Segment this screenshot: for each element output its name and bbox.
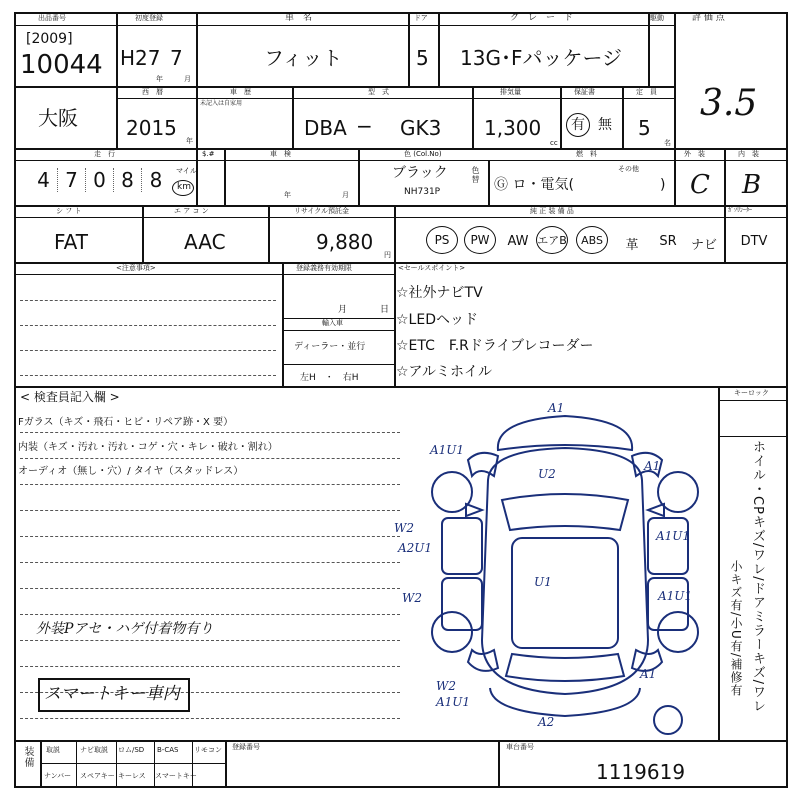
inspection-line-1: Fガラス（キズ・飛石・ヒビ・リペア跡・X 要）	[18, 417, 234, 428]
front-bumper	[498, 416, 632, 450]
equip-airbag: エアB	[536, 226, 568, 254]
sales-point: ☆ETC F.Rドライブレコーダー	[396, 338, 594, 354]
row2-bottom	[14, 148, 788, 150]
inspection-line-3: オーディオ（無し・穴）/ タイヤ（スタッドレス）	[18, 466, 244, 477]
notes-bottom	[14, 386, 788, 388]
reg-number-label: 登録番号	[232, 743, 260, 751]
mirror-right	[648, 504, 664, 516]
sales-point: ☆LEDヘッド	[396, 312, 478, 328]
score-label: 評 価 点	[692, 13, 725, 23]
year-value: 2015	[126, 116, 177, 140]
rear-bumper	[490, 688, 640, 716]
chassis-label: 車台番号	[506, 743, 534, 751]
interior-value: B	[742, 170, 762, 200]
wheel-rear-right	[658, 612, 698, 652]
inspection-line-2: 内装（キズ・汚れ・汚れ・コゲ・穴・キレ・破れ・割れ）	[18, 442, 278, 453]
wheel-rear-left	[432, 612, 472, 652]
lot-label: 出品番号	[38, 14, 66, 22]
equip-abs: ABS	[576, 226, 608, 254]
color-value: ブラック	[392, 165, 448, 181]
recycle-label: リサイクル預託金	[294, 207, 350, 215]
rear-window	[506, 654, 624, 681]
row3-bottom	[14, 205, 788, 207]
inspection-label: 車 検	[270, 150, 291, 158]
car-diagram	[394, 400, 710, 735]
inspection-title: < 検査員記入欄 >	[20, 390, 120, 404]
mark-a1u1-left: A1U1	[430, 443, 465, 457]
mark-a1-right: A1	[644, 459, 661, 473]
interior-label: 内 装	[738, 150, 759, 158]
frame-left	[14, 12, 16, 788]
equip-pw: PW	[464, 226, 496, 254]
color-label: 色 (Col.No)	[404, 150, 442, 158]
equip-navi: ナビ	[690, 238, 717, 253]
grade-label: グ レ ー ド	[510, 13, 574, 23]
door-value: 5	[416, 46, 429, 70]
mark-a1u1-right: A1U1	[656, 529, 691, 543]
right-front-door	[648, 518, 691, 574]
score-value: 3.5	[700, 83, 758, 124]
mark-a2u1-left: A2U1	[398, 541, 433, 555]
exterior-label: 外 装	[684, 150, 705, 158]
first-reg-month: 7	[170, 46, 183, 70]
frame-bottom	[14, 786, 788, 788]
displacement-label: 排気量	[500, 88, 521, 96]
model-value: フィット	[264, 46, 343, 70]
capacity-label: 定 員	[636, 88, 657, 96]
mark-u2-top: U2	[538, 467, 556, 481]
windshield	[502, 494, 628, 530]
handle-options: 左H ・ 右H	[300, 373, 359, 383]
side-text-1: ホイル・CPキズ/ワレ/ドアミラーキズ/ワレ	[750, 440, 765, 714]
vehicle-history-label: 車 歴	[230, 88, 251, 96]
sales-points-label: <セールスポイント>	[398, 264, 466, 272]
side-text-2: 小キズ有/小U有/補修有	[729, 560, 743, 697]
equip-ps: PS	[426, 226, 458, 254]
sales-point: ☆アルミホイル	[396, 364, 492, 380]
right-rear-door	[648, 578, 688, 630]
equipment-label: 純 正 装 備 品	[530, 207, 574, 215]
mileage-digits: 4 7 0 8 8	[30, 168, 170, 192]
displacement-value: 1,300	[484, 116, 542, 140]
equip-dtv: DTV	[740, 234, 768, 249]
mark-a1-top: A1	[548, 401, 565, 415]
color-code: NH731P	[404, 187, 441, 197]
equip-leather: 革	[625, 238, 639, 253]
caution-label: <注意事項>	[116, 264, 156, 272]
roof	[512, 538, 618, 648]
spare-tire	[654, 706, 682, 734]
vehicle-history-note: 未記入は自家用	[200, 100, 243, 107]
footer-equipment-label: 装備	[22, 746, 33, 768]
left-front-door	[442, 518, 482, 574]
ac-label: エ ア コ ン	[174, 207, 209, 215]
left-rear-door	[442, 578, 482, 630]
drive-label: 駆動	[650, 14, 664, 22]
mark-w2-left: W2	[394, 521, 414, 535]
mark-u1-center: U1	[534, 575, 552, 589]
reg-expiry-label: 登録義務有効期限	[296, 264, 352, 272]
exterior-value: C	[690, 170, 710, 200]
warranty-yes: 有	[571, 117, 585, 133]
door-label: ドア	[414, 14, 428, 22]
frame-top	[14, 12, 788, 14]
sales-point: ☆社外ナビTV	[396, 285, 483, 301]
grade-value: 13G･Fパッケージ	[460, 46, 623, 70]
recycle-value: 9,880	[316, 230, 374, 254]
lot-number: 10044	[20, 50, 103, 80]
equip-aw: AW	[507, 234, 529, 249]
first-reg-era: H27	[120, 46, 161, 70]
model-label: 車 名	[285, 13, 313, 23]
mark-a2-bottom: A2	[538, 715, 555, 729]
handwritten-note: 外装Pアセ・ハゲ付着物有り	[36, 621, 214, 637]
equip-sr: SR	[659, 234, 677, 249]
fuel-options: Ⓖ ロ・電気(	[494, 177, 574, 193]
first-reg-label: 初度登録	[135, 14, 163, 22]
ac-value: AAC	[184, 230, 226, 254]
inspection-bottom	[14, 740, 788, 742]
mark-a1u1-right2: A1U1	[658, 589, 693, 603]
year-label: 西 暦	[142, 88, 163, 96]
auction-sheet: 出品番号 [2009] 10044 初度登録 H27 7 年 月 車 名 フィット ドア 5 グ レ ー ド 13G･Fパッケージ 駆動 評 価 点 3.5 大阪 西 暦 2015 年 車 歴 未記入は自家用 型 式 DBA − GK3 排気量 1,300 cc 保証書 有 無 定 員 5 名 走 行 4 7 0 8 8 マイル km $.# 車 検 年 月 色 (Col.No) ブラック NH731P 色替 燃 料 Ⓖ ロ・電気( その他 ) 外 装 C 内 装 B シ フ ト FAT エ ア コ ン AAC リサイクル預託金 9,880 円 純 正 装 備 品 ｶﾞｿﾘﾝｰﾀｰ PS PW AW エアB ABS 革 SR ナビ DTV <注意事項> 登録義務有効期限 月 日 輸入車 ディーラー・並行 左H ・ 右H <セールスポイント> ☆社外ナビTV ☆LEDヘッド ☆ETC F.Rドライブレコーダー ☆アルミホイル < 検査員記入欄 > Fガラス（キズ・飛石・ヒビ・リペア跡・X 要） 内装（キズ・汚れ・汚れ・コゲ・穴・キレ・破れ・割れ） オーディオ（無し・穴）/ タイヤ（スタッドレス） 外装Pアセ・ハゲ付着物有り スマートキー車内 キーロック ホイル・CPキズ/ワレ/ドアミラーキズ/ワレ 小キズ有/小U有/補修有 A1 U2 A1U1 A1 W2 A2U1 A1U1 U1 W2 A1U1 A1 W2 A1U1 A2 装備 取説 ナビ取説 ロム/SD B-CAS リモコン ナンバー スペアキー キーレス スマートキー 登録番号 車台番号 1119619	[0, 0, 800, 800]
type-code: GK3	[400, 116, 442, 140]
capacity-value: 5	[638, 116, 651, 140]
region-value: 大阪	[38, 106, 78, 130]
type-prefix: DBA	[304, 116, 347, 140]
mileage-label: 走 行	[94, 150, 115, 158]
import-label: 輸入車	[322, 319, 343, 327]
fuel-label: 燃 料	[576, 150, 597, 158]
shift-value: FAT	[54, 230, 89, 254]
import-options: ディーラー・並行	[294, 342, 366, 352]
lot-year: [2009]	[26, 31, 73, 47]
mark-w2-bottom: W2	[436, 679, 456, 693]
warranty-label: 保証書	[574, 88, 595, 96]
type-label: 型 式	[368, 88, 389, 96]
key-label: キーロック	[734, 389, 769, 397]
mark-w2-mid: W2	[402, 591, 422, 605]
warranty-no: 無	[598, 117, 612, 133]
chassis-value: 1119619	[596, 760, 686, 784]
mark-a1u1-bottom: A1U1	[436, 695, 471, 709]
mirror-left	[466, 504, 482, 516]
mark-a1-right-lower: A1	[640, 667, 657, 681]
mileage-unit-km: km	[177, 182, 191, 192]
shift-label: シ フ ト	[56, 207, 82, 215]
smart-key-stamp-text: スマートキー車内	[44, 684, 180, 704]
